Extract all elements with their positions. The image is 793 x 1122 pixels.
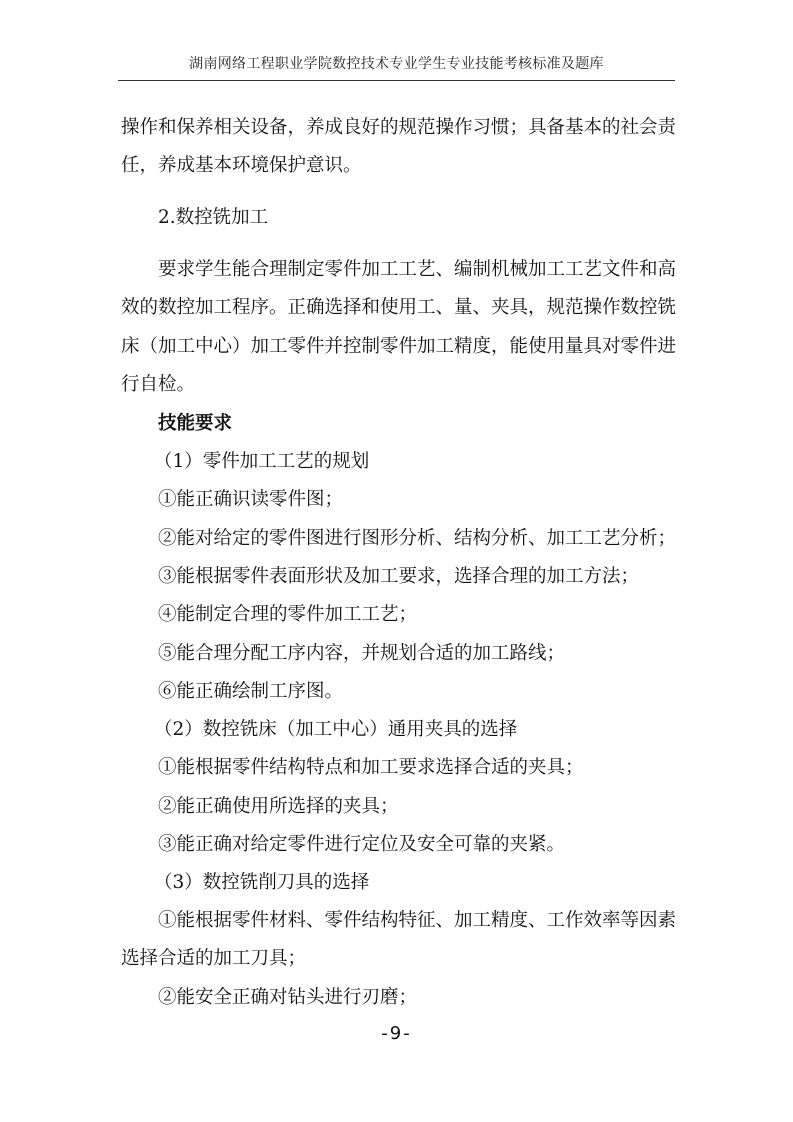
paragraph-line: 任，养成基本环境保护意识。 bbox=[121, 155, 362, 176]
running-header: 湖南网络工程职业学院数控技术专业学生专业技能考核标准及题库 bbox=[189, 56, 604, 72]
group-title: （3）数控铣削刀具的选择 bbox=[154, 872, 370, 893]
list-item: ①能正确识读零件图； bbox=[158, 489, 344, 510]
document-body bbox=[121, 0, 681, 1122]
list-item: ①能根据零件结构特点和加工要求选择合适的夹具； bbox=[158, 757, 584, 778]
paragraph-line: 效的数控加工程序。正确选择和使用工、量、夹具，规范操作数控铣 bbox=[121, 297, 677, 318]
paragraph-line: 行自检。 bbox=[121, 374, 196, 395]
paragraph-line: 要求学生能合理制定零件加工工艺、编制机械加工工艺文件和高 bbox=[158, 259, 677, 280]
group-title: （2）数控铣床（加工中心）通用夹具的选择 bbox=[154, 719, 518, 740]
skills-heading: 技能要求 bbox=[158, 413, 233, 434]
group-title: （1）零件加工工艺的规划 bbox=[154, 451, 370, 472]
list-item: ⑤能合理分配工序内容，并规划合适的加工路线； bbox=[158, 643, 566, 664]
paragraph-line: 床（加工中心）加工零件并控制零件加工精度，能使用量具对零件进 bbox=[121, 336, 677, 357]
list-item: ③能正确对给定零件进行定位及安全可靠的夹紧。 bbox=[158, 834, 566, 855]
list-item: ②能正确使用所选择的夹具； bbox=[158, 796, 399, 817]
list-item: 选择合适的加工刀具； bbox=[121, 948, 307, 969]
list-item: ④能制定合理的零件加工工艺； bbox=[158, 604, 418, 625]
page-number: -9- bbox=[381, 1023, 412, 1044]
paragraph-line: 操作和保养相关设备，养成良好的规范操作习惯；具备基本的社会责 bbox=[121, 117, 677, 138]
list-item: ⑥能正确绘制工序图。 bbox=[158, 681, 344, 702]
list-item: ③能根据零件表面形状及加工要求，选择合理的加工方法； bbox=[158, 566, 640, 587]
list-item: ②能安全正确对钻头进行刃磨； bbox=[158, 987, 418, 1008]
list-item: ①能根据零件材料、零件结构特征、加工精度、工作效率等因素 bbox=[158, 910, 677, 931]
section-title: 2.数控铣加工 bbox=[158, 207, 269, 228]
list-item: ②能对给定的零件图进行图形分析、结构分析、加工工艺分析； bbox=[158, 528, 677, 549]
